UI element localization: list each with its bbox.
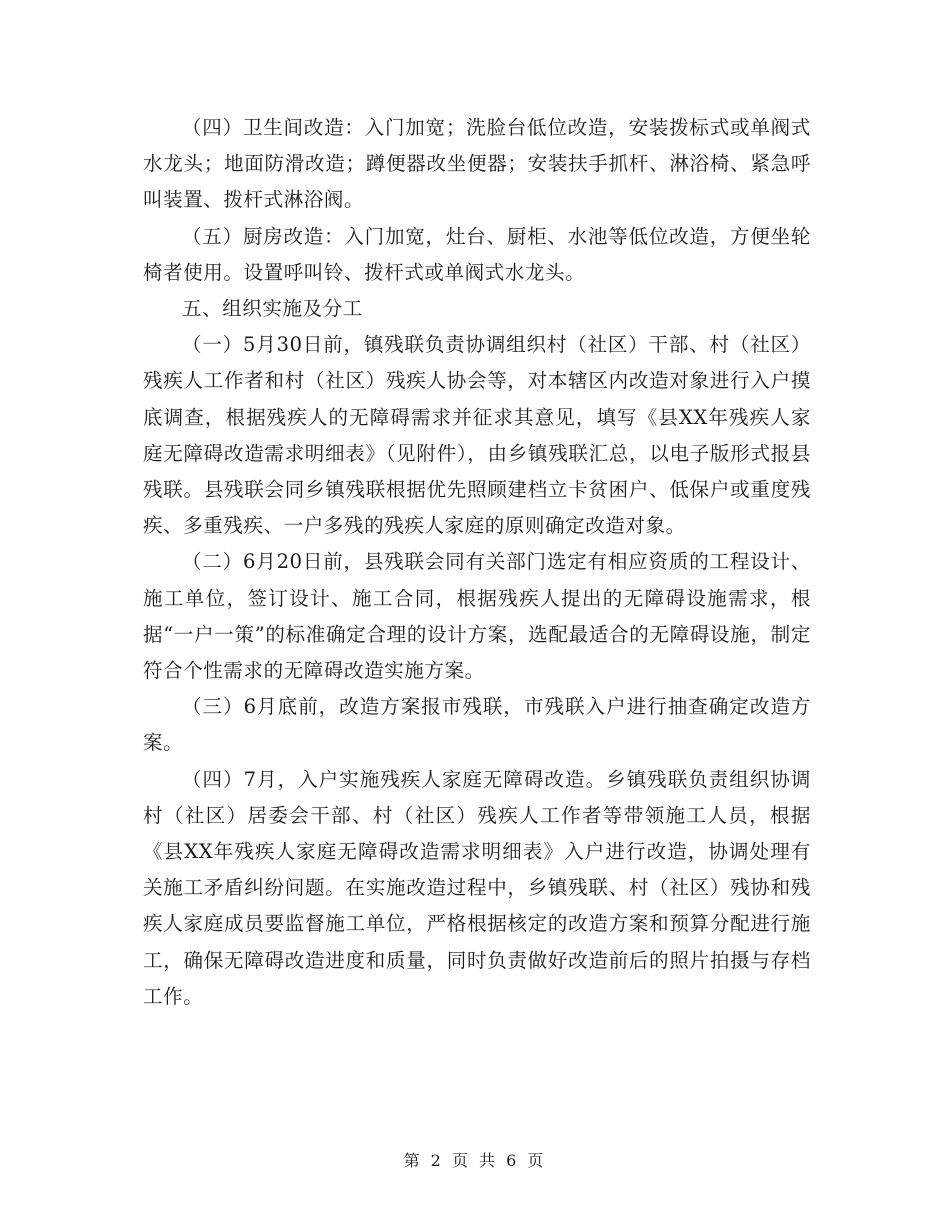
paragraph-step-four: （四）7月，入户实施残疾人家庭无障碍改造。乡镇残联负责组织协调村（社区）居委会干部、村（社区）残疾人工作者等带领施工人员，根据《县XX年残疾人家庭无障碍改造需求明细表》入户进行改造，协调处理有关施工矛盾纠纷问题。在实施改造过程中，乡镇残联、村（社区）残协和残疾人家庭成员要监督施工单位，严格根据核定的改造方案和预算分配进行施工，确保无障碍改造进度和质量，同时负责做好改造前后的照片拍摄与存档工作。 [143, 767, 811, 1008]
paragraph-bathroom-renovation: （四）卫生间改造：入门加宽；洗脸台低位改造，安装拨标式或单阀式水龙头；地面防滑改造；蹲便器改坐便器；安装扶手抓杆、淋浴椅、紧急呼叫装置、拨杆式淋浴阀。 [143, 116, 811, 212]
paragraph-kitchen-renovation: （五）厨房改造：入门加宽，灶台、厨柜、水池等低位改造，方便坐轮椅者使用。设置呼叫铃、拨杆式或单阀式水龙头。 [143, 224, 811, 284]
section-heading-implementation: 五、组织实施及分工 [182, 297, 363, 321]
paragraph-step-two: （二）6月20日前，县残联会同有关部门选定有相应资质的工程设计、施工单位，签订设计、施工合同，根据残疾人提出的无障碍设施需求，根据“一户一策”的标准确定合理的设计方案，选配最适合的无障碍设施，制定符合个性需求的无障碍改造实施方案。 [143, 550, 811, 683]
document-body [143, 110, 811, 1015]
paragraph-step-three: （三）6月底前，改造方案报市残联，市残联入户进行抽查确定改造方案。 [143, 695, 811, 755]
page-number-footer: 第 2 页 共 6 页 [403, 1151, 547, 1170]
paragraph-step-one: （一）5月30日前，镇残联负责协调组织村（社区）干部、村（社区）残疾人工作者和村（社区）残疾人协会等，对本辖区内改造对象进行入户摸底调查，根据残疾人的无障碍需求并征求其意见，填写《县XX年残疾人家庭无障碍改造需求明细表》（见附件），由乡镇残联汇总，以电子版形式报县残联。县残联会同乡镇残联根据优先照顾建档立卡贫困户、低保户或重度残疾、多重残疾、一户多残的残疾人家庭的原则确定改造对象。 [143, 333, 811, 538]
